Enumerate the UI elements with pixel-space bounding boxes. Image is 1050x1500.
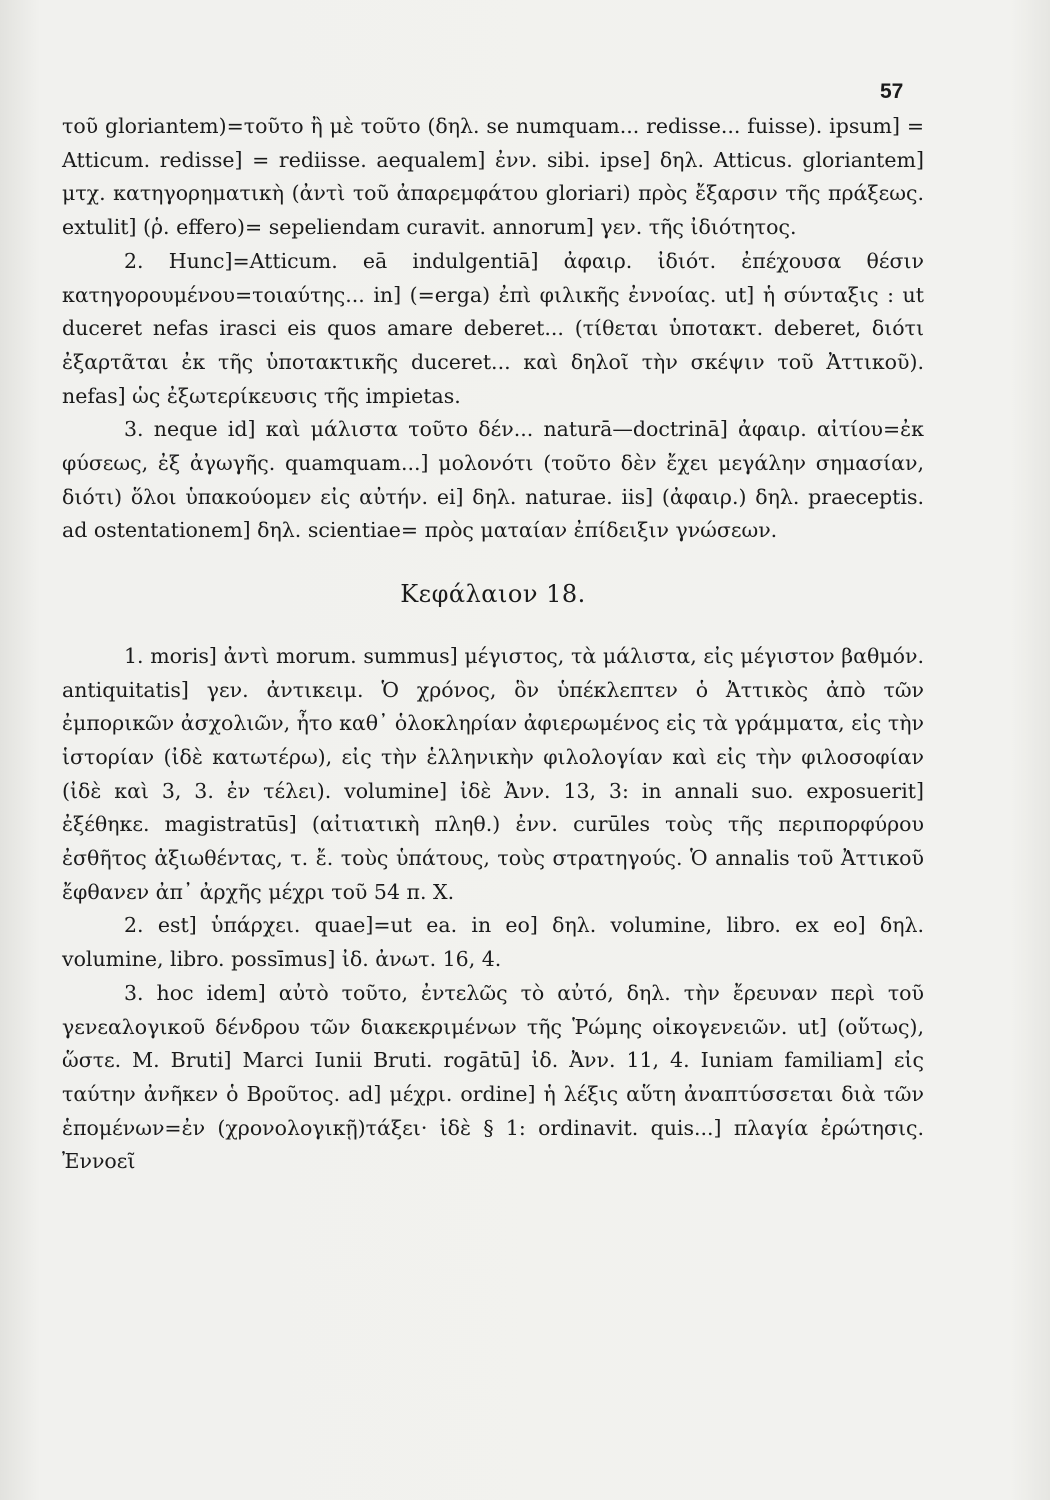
page-number: 57: [880, 80, 904, 103]
commentary-paragraph: τοῦ gloriantem)=τοῦτο ἢ μὲ τοῦτο (δηλ. se numquam... redisse... fuisse). ipsum] = Atticum. redisse] = rediisse. aequalem] ἐνν. sibi. ipse] δηλ. Atticus. gloriantem] μτχ. κατηγορηματικὴ (ἀντὶ τοῦ ἀπαρεμφάτου gloriari) πρὸς ἔξαρσιν τῆς πράξεως. extulit] (ῥ. effero)= sepeliendam curavit. annorum] γεν. τῆς ἰδιότητος.: [62, 114, 924, 240]
commentary-paragraph: 1. moris] ἀντὶ morum. summus] μέγιστος, τὰ μάλιστα, εἰς μέγιστον βαθμόν. antiquitatis] γεν. ἀντικειμ. Ὁ χρόνος, ὃν ὑπέκλεπτεν ὁ Ἀττικὸς ἀπὸ τῶν ἐμπορικῶν ἀσχολιῶν, ἦτο καθ᾽ ὁλοκληρίαν ἀφιερωμένος εἰς τὰ γράμματα, εἰς τὴν ἱστορίαν (ἰδὲ κατωτέρω), εἰς τὴν ἑλληνικὴν φιλολογίαν καὶ εἰς τὴν φιλοσοφίαν (ἰδὲ καὶ 3, 3. ἐν τέλει). volumine] ἰδὲ Ἀνν. 13, 3: in annali suo. exposuerit] ἐξέθηκε. magistratūs] (αἰτιατικὴ πληθ.) ἐνν. curūles τοὺς τῆς περιπορφύρου ἐσθῆτος ἀξιωθέντας, τ. ἔ. τοὺς ὑπάτους, τοὺς στρατηγούς. Ὁ annalis τοῦ Ἀττικοῦ ἔφθανεν ἀπ᾽ ἀρχῆς μέχρι τοῦ 54 π. Χ.: [62, 643, 924, 904]
commentary-paragraph: 3. neque id] καὶ μάλιστα τοῦτο δέν... naturā—doctrinā] ἀφαιρ. αἰτίου=ἐκ φύσεως, ἐξ ἀγωγῆς. quamquam...] μολονότι (τοῦτο δὲν ἔχει μεγάλην σημασίαν, διότι) ὅλοι ὑπακούομεν εἰς αὐτήν. ei] δηλ. naturae. iis] (ἀφαιρ.) δηλ. praeceptis. ad ostentationem] δηλ. scientiae= πρὸς ματαίαν ἐπίδειξιν γνώσεων.: [62, 417, 924, 543]
commentary-paragraph: 3. hoc idem] αὐτὸ τοῦτο, ἐντελῶς τὸ αὐτό, δηλ. τὴν ἔρευναν περὶ τοῦ γενεαλογικοῦ δένδρου τῶν διακεκριμένων τῆς Ῥώμης οἰκογενειῶν. ut] (οὕτως), ὥστε. M. Bruti] Marci Iunii Bruti. rogātū] ἰδ. Ἀνν. 11, 4. Iuniam familiam] εἰς ταύτην ἀνῆκεν ὁ Βροῦτος. ad] μέχρι. ordine] ἡ λέξις αὕτη ἀναπτύσσεται διὰ τῶν ἑπομένων=ἐν (χρονολογικῇ)τάξει· ἰδὲ § 1: ordinavit. quis...] πλαγία ἐρώτησις. Ἐννοεῖ: [62, 980, 924, 1174]
commentary-text: [62, 110, 924, 1179]
commentary-paragraph: 2. Hunc]=Atticum. eā indulgentiā] ἀφαιρ. ἰδιότ. ἐπέχουσα θέσιν κατηγορουμένου=τοιαύτης... in] (=erga) ἐπὶ φιλικῆς ἐννοίας. ut] ἡ σύνταξις : ut duceret nefas irasci eis quos amare deberet... (τίθεται ὑποτακτ. deberet, διότι ἐξαρτᾶται ἐκ τῆς ὑποτακτικῆς duceret... καὶ δηλοῖ τὴν σκέψιν τοῦ Ἀττικοῦ). nefas] ὡς ἐξωτερίκευσις τῆς impietas.: [62, 248, 924, 408]
commentary-paragraph: 2. est] ὑπάρχει. quae]=ut ea. in eo] δηλ. volumine, libro. ex eo] δηλ. volumine, libro. possīmus] ἰδ. ἀνωτ. 16, 4.: [62, 913, 924, 972]
chapter-heading: Κεφάλαιον 18.: [400, 580, 586, 609]
